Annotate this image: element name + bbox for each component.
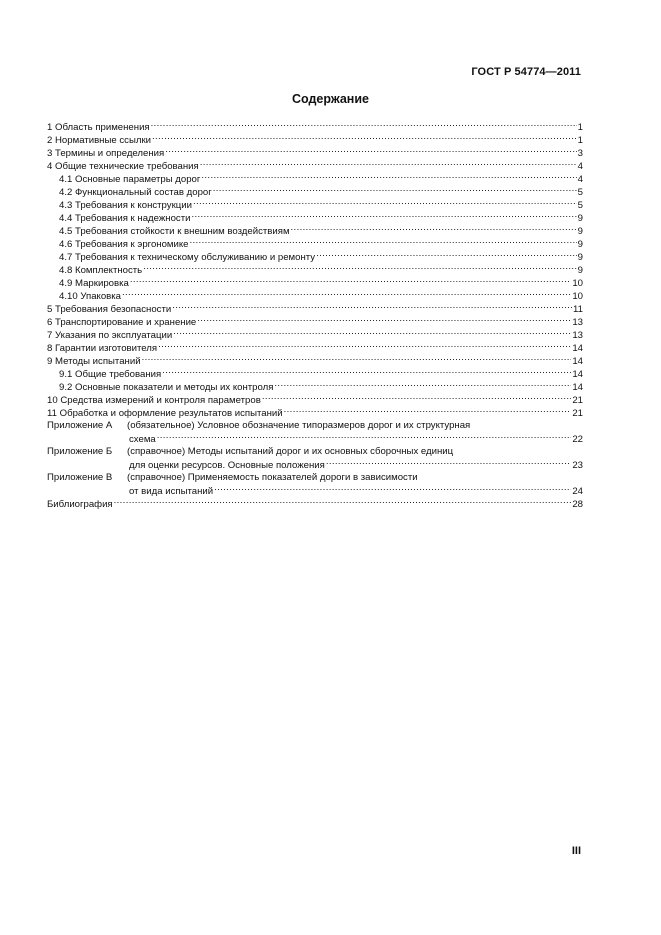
appendix-title-line1: (справочное) Методы испытаний дорог и их основных сборочных единиц [127, 446, 454, 457]
toc-entry-label: 9 Методы испытаний [47, 356, 141, 367]
toc-entry[interactable] [47, 354, 583, 367]
dot-leader [165, 146, 576, 156]
toc-appendix[interactable] [47, 445, 583, 471]
dot-leader [162, 367, 571, 377]
toc-entry[interactable] [47, 146, 583, 159]
toc-entry-page: 9 [577, 239, 583, 250]
appendix-prefix: Приложение В [47, 472, 113, 483]
dot-leader [326, 458, 571, 468]
appendix-title-line1: (обязательное) Условное обозначение типоразмеров дорог и их структурная [127, 420, 471, 431]
toc-entry-page: 14 [572, 382, 583, 393]
toc-entry-label: Библиография [47, 499, 113, 510]
toc-entry-label: 4.9 Маркировка [59, 278, 129, 289]
dot-leader [291, 224, 577, 234]
toc-entry-page: 13 [572, 317, 583, 328]
toc-entry-label: 3 Термины и определения [47, 148, 165, 159]
page-number: III [571, 845, 581, 857]
toc-entry-label: 1 Область применения [47, 122, 150, 133]
toc-entry-label: 10 Средства измерений и контроля параметров [47, 395, 261, 406]
toc-entry-page: 5 [577, 200, 583, 211]
toc-entry-page: 9 [577, 252, 583, 263]
toc-entry[interactable] [47, 289, 583, 302]
toc-entry[interactable] [47, 224, 583, 237]
appendix-title-line2: для оценки ресурсов. Основные положения [129, 460, 325, 471]
toc-entry[interactable] [47, 120, 583, 133]
toc-entry-label: 4.2 Функциональный состав дорог [59, 187, 212, 198]
dot-leader [316, 250, 577, 260]
toc-entry-page: 14 [572, 343, 583, 354]
dot-leader [151, 120, 577, 130]
toc-entry[interactable] [47, 185, 583, 198]
toc-entry-page: 9 [577, 213, 583, 224]
dot-leader [130, 276, 571, 286]
toc-entry[interactable] [47, 211, 583, 224]
toc-entry-label: 7 Указания по эксплуатации [47, 330, 173, 341]
toc-entry[interactable] [47, 276, 583, 289]
appendix-title-line2: от вида испытаний [129, 486, 214, 497]
toc-entry-page: 13 [572, 330, 583, 341]
toc-appendix[interactable] [47, 471, 583, 497]
toc-entry[interactable] [47, 393, 583, 406]
toc-entry-page: 9 [577, 265, 583, 276]
toc-entry[interactable] [47, 341, 583, 354]
toc-entry-label: 4.3 Требования к конструкции [59, 200, 192, 211]
toc-entry[interactable] [47, 198, 583, 211]
dot-leader [262, 393, 572, 403]
appendix-page: 22 [572, 434, 583, 445]
toc-entry[interactable] [47, 302, 583, 315]
toc-entries [47, 120, 583, 419]
toc-entry-page: 10 [572, 291, 583, 302]
toc-entry[interactable] [47, 263, 583, 276]
dot-leader [114, 497, 572, 507]
dot-leader [157, 432, 572, 442]
toc-entry-page: 28 [572, 499, 583, 510]
toc-entry-label: 4.4 Требования к надежности [59, 213, 191, 224]
toc-entry-page: 21 [572, 408, 583, 419]
standard-code: ГОСТ Р 54774—2011 [471, 66, 581, 78]
toc-entry-label: 4 Общие технические требования [47, 161, 199, 172]
appendix-prefix: Приложение Б [47, 446, 113, 457]
toc-entry-label: 4.7 Требования к техническому обслуживанию и ремонту [59, 252, 316, 263]
dot-leader [158, 341, 571, 351]
toc-entry[interactable] [47, 133, 583, 146]
toc-entry-label: 8 Гарантии изготовителя [47, 343, 158, 354]
dot-leader [152, 133, 577, 143]
toc-entry-page: 4 [577, 174, 583, 185]
dot-leader [193, 198, 577, 208]
toc-entry-page: 21 [572, 395, 583, 406]
toc-entry-page: 9 [577, 226, 583, 237]
toc-entry[interactable] [47, 159, 583, 172]
toc-entry-label: 11 Обработка и оформление результатов испытаний [47, 408, 283, 419]
toc-entry-label: 4.1 Основные параметры дорог [59, 174, 201, 185]
appendix-title-line1: (справочное) Применяемость показателей дороги в зависимости [127, 472, 418, 483]
toc-entry-page: 10 [572, 278, 583, 289]
appendix-prefix: Приложение А [47, 420, 113, 431]
toc-entry-label: 5 Требования безопасности [47, 304, 172, 315]
dot-leader [122, 289, 571, 299]
dot-leader [200, 159, 577, 169]
appendix-title-line2: схема [129, 434, 156, 445]
toc-entry-page: 1 [577, 135, 583, 146]
toc-entry-page: 14 [572, 369, 583, 380]
toc-entry-page: 14 [572, 356, 583, 367]
toc-appendices [47, 419, 583, 497]
appendix-page: 23 [572, 460, 583, 471]
dot-leader [197, 315, 571, 325]
toc-entry[interactable] [47, 406, 583, 419]
toc-entry-label: 4.8 Комплектность [59, 265, 143, 276]
toc-entry[interactable] [47, 172, 583, 185]
toc-entry-bibliography[interactable] [47, 497, 583, 510]
page-title: Содержание [291, 92, 369, 106]
dot-leader [214, 484, 571, 494]
dot-leader [201, 172, 576, 182]
toc-entry-label: 4.10 Упаковка [59, 291, 122, 302]
dot-leader [190, 237, 577, 247]
toc-entry-label: 2 Нормативные ссылки [47, 135, 152, 146]
toc-entry-page: 3 [577, 148, 583, 159]
toc-entry[interactable] [47, 328, 583, 341]
toc-entry-page: 1 [577, 122, 583, 133]
dot-leader [191, 211, 576, 221]
toc-entry-page: 11 [573, 304, 583, 315]
toc-entry-label: 4.5 Требования стойкости к внешним воздействиям [59, 226, 290, 237]
toc-entry[interactable] [47, 367, 583, 380]
dot-leader [213, 185, 577, 195]
toc-entry-page: 5 [577, 187, 583, 198]
dot-leader [172, 302, 572, 312]
dot-leader [274, 380, 571, 390]
toc-appendix[interactable] [47, 419, 583, 445]
toc-entry-page: 4 [577, 161, 583, 172]
dot-leader [284, 406, 572, 416]
toc-entry[interactable] [47, 380, 583, 393]
dot-leader [173, 328, 571, 338]
toc-entry[interactable] [47, 315, 583, 328]
dot-leader [142, 354, 572, 364]
toc-entry[interactable] [47, 237, 583, 250]
toc-entry-label: 4.6 Требования к эргономике [59, 239, 189, 250]
table-of-contents [47, 120, 583, 510]
toc-entry[interactable] [47, 250, 583, 263]
toc-entry-label: 6 Транспортирование и хранение [47, 317, 197, 328]
appendix-page: 24 [572, 486, 583, 497]
toc-entry-label: 9.1 Общие требования [59, 369, 162, 380]
dot-leader [143, 263, 576, 273]
toc-entry-label: 9.2 Основные показатели и методы их контроля [59, 382, 274, 393]
